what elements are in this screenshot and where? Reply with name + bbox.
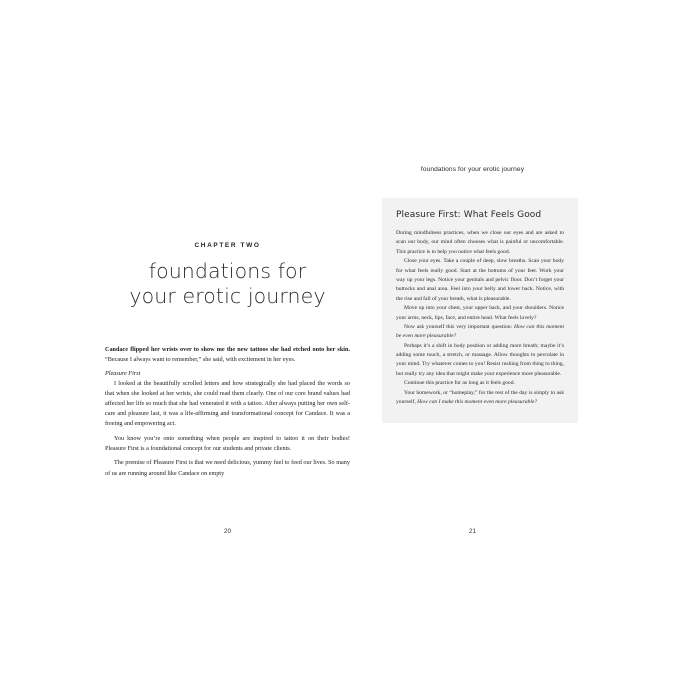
sidebar-paragraph: During mindfulness practices, when we close our eyes and are asked to scan our body, our mind often chooses what is painful or uncomfortable. This practice is to help you notice what feels good. xyxy=(396,230,564,255)
sidebar-paragraph: Move up into your chest, your upper back, and your shoulders. Notice your arms, neck, lips, face, and entire head. What feels lovely? xyxy=(396,305,564,321)
chapter-label: CHAPTER TWO xyxy=(194,242,261,249)
sidebar-paragraph: Close your eyes. Take a couple of deep, slow breaths. Scan your body for what feels really good. Start at the bottoms of your feet. Work your way up your legs. Notice your genitals and pelvic floor. Don’t forget your buttocks and anal area. Feel into your belly and lower back. Notice, with the rise and fall of your breath, what is pleasurable. xyxy=(396,258,564,302)
sidebar-paragraph: Your homework, or “homeplay,” for the rest of the day is simply to ask yourself, How can I make this moment even more pleasurable? xyxy=(396,389,564,406)
chapter-title-line-1: foundations for xyxy=(148,259,307,283)
sidebar-paragraph: Perhaps it’s a shift in body position or adding more breath; maybe it’s adding some touch, a stretch, or massage. Allow thoughts to percolate in your mind. Try whatever comes to you! Resist rushing from thing to thing, but really try any idea that might make your experience more pleasurable. xyxy=(396,342,564,377)
sidebar-title: Pleasure First: What Feels Good xyxy=(396,210,542,220)
subhead: Pleasure First xyxy=(105,370,141,378)
left-page-body xyxy=(105,345,350,479)
lead-bold-text: Candace flipped her wrists over to show me the new tattoos she had etched onto her skin. xyxy=(105,346,350,353)
sidebar-italic-question: How can this moment be even more pleasurable? xyxy=(396,323,565,340)
sidebar-body xyxy=(396,229,564,407)
chapter-title-line-2: your erotic journey xyxy=(129,284,326,308)
sidebar-exercise-box xyxy=(382,198,578,423)
page-number-left: 20 xyxy=(223,528,232,535)
page-number-right: 21 xyxy=(468,528,477,535)
body-paragraph: The premise of Pleasure First is that we need delicious, yummy fuel to feed our lives. So many of us are running around like Candace on empty xyxy=(105,459,350,477)
sidebar-paragraph: Now ask yourself this very important question: How can this moment be even more pleasurable? xyxy=(396,323,565,340)
lead-rest-text: “Because I always want to remember,” she said, with excitement in her eyes. xyxy=(105,356,296,364)
body-paragraph: I looked at the beautifully scrolled letters and how strategically she had placed the words so that when she looked at her wrists, she could read them clearly. One of our core brand values had affected her life so much that she had venerated it with a tattoo. After always putting her own self-care and pleasure last, it was a life-affirming and transformational concept for Candace. It was a freeing and empowering act. xyxy=(105,380,350,428)
sidebar-italic-question: How can I make this moment even more pleasurable? xyxy=(417,399,538,406)
right-page xyxy=(350,150,595,550)
left-page xyxy=(105,170,350,540)
lead-paragraph xyxy=(105,345,350,365)
sidebar-paragraph: Continue this practice for as long as it feels good. xyxy=(404,380,515,387)
running-head: foundations for your erotic journey xyxy=(420,166,525,173)
body-paragraph: You know you’re onto something when people are inspired to tattoo it on their bodies! Pleasure First is a foundational concept for our students and private clients. xyxy=(105,434,350,452)
chapter-title xyxy=(105,259,350,309)
